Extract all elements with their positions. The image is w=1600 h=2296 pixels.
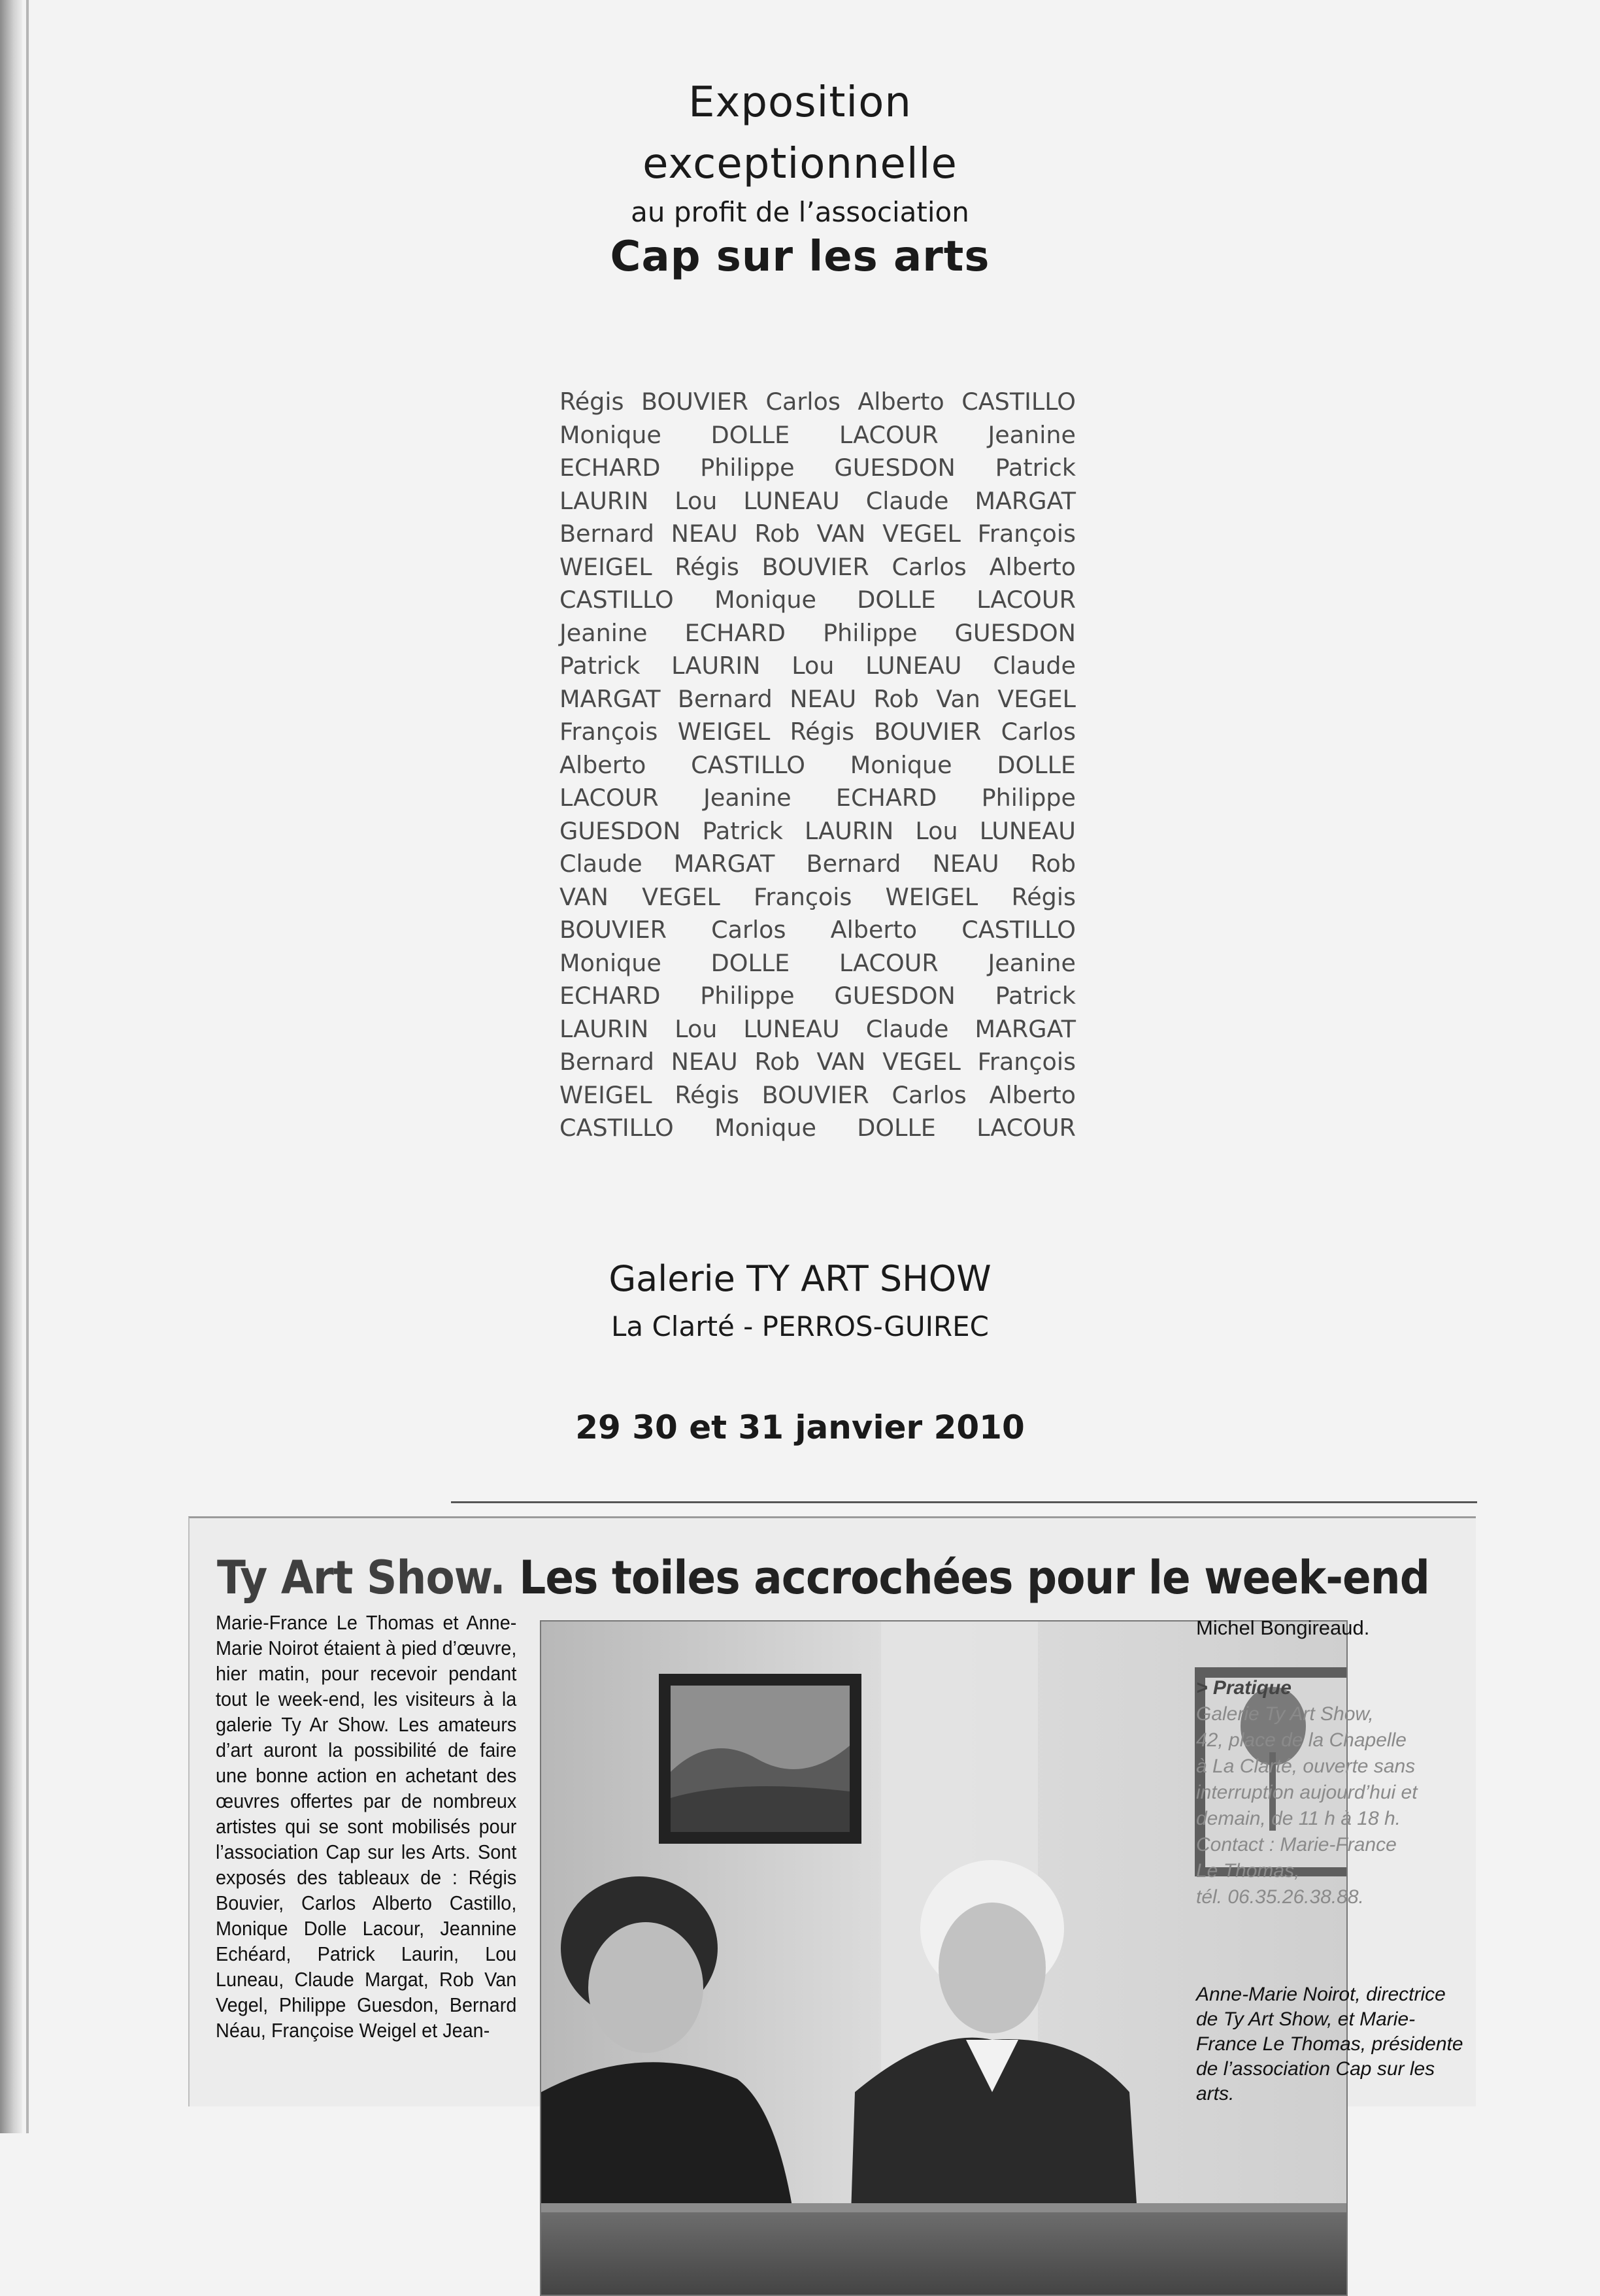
pratique-line: à La Clarté, ouverte sans xyxy=(1196,1755,1416,1777)
poster-title-line2: exceptionnelle xyxy=(642,140,958,188)
pratique-box xyxy=(1196,1675,1471,1910)
artist-names-line: WEIGEL Régis BOUVIER Carlos Alberto xyxy=(559,552,1076,581)
poster-dates: 29 30 et 31 janvier 2010 xyxy=(575,1408,1025,1446)
artist-names-line: Alberto CASTILLO Monique DOLLE xyxy=(559,750,1076,779)
artist-names-line: BOUVIER Carlos Alberto CASTILLO xyxy=(559,916,1076,944)
pratique-line: Le Thomas, xyxy=(1196,1860,1300,1882)
artist-names-line: François WEIGEL Régis BOUVIER Carlos xyxy=(559,718,1076,746)
poster-association-name: Cap sur les arts xyxy=(610,233,990,281)
artist-names-line: ECHARD Philippe GUESDON Patrick xyxy=(559,454,1076,482)
artist-names-line: GUESDON Patrick LAURIN Lou LUNEAU xyxy=(559,816,1076,845)
artist-names-line: Monique DOLLE LACOUR Jeanine xyxy=(559,948,1076,977)
poster-venue: Galerie TY ART SHOW xyxy=(608,1258,992,1299)
artist-names-block xyxy=(559,386,1076,1145)
divider-rule xyxy=(451,1501,1477,1503)
artist-names-line: Bernard NEAU Rob VAN VEGEL François xyxy=(559,520,1076,548)
poster-place: La Clarté - PERROS-GUIREC xyxy=(610,1310,989,1342)
artist-names-line: CASTILLO Monique DOLLE LACOUR xyxy=(559,586,1076,614)
page-binding-shadow xyxy=(0,0,22,2133)
artist-names-line: LAURIN Lou LUNEAU Claude MARGAT xyxy=(559,1014,1076,1043)
artist-names-line: WEIGEL Régis BOUVIER Carlos Alberto xyxy=(559,1080,1076,1109)
article-body: Marie-France Le Thomas et Anne-Marie Noirot étaient à pied d’œuvre, hier matin, pour recevoir pendant tout le week-end, les visiteurs à la galerie Ty Ar Show. Les amateurs d’art auront la possibilité de faire une bonne action en achetant des œuvres offertes par de nombreux artistes qui se sont mobilisés pour l’association Cap sur les Arts. Sont exposés des tableaux de : Régis Bouvier, Carlos Alberto Castillo, Monique Dolle Lacour, Jeannine Echéard, Patrick Laurin, Lou Luneau, Claude Margat, Rob Van Vegel, Philippe Guesdon, Bernard Néau, Françoise Weigel et Jean- xyxy=(216,1611,517,2042)
artist-names-line: Bernard NEAU Rob VAN VEGEL François xyxy=(559,1048,1076,1076)
pratique-line: 42, place de la Chapelle xyxy=(1196,1729,1407,1751)
photo-caption: Anne-Marie Noirot, directrice de Ty Art Show, et Marie-France Le Thomas, présidente de l’association Cap sur les arts. xyxy=(1196,1984,1463,2105)
pratique-line: tél. 06.35.26.38.88. xyxy=(1196,1886,1364,1908)
artist-names-line: Monique DOLLE LACOUR Jeanine xyxy=(559,420,1076,449)
artist-names-line: Patrick LAURIN Lou LUNEAU Claude xyxy=(559,652,1076,680)
pratique-title: > Pratique xyxy=(1196,1677,1292,1699)
artist-names-line: ECHARD Philippe GUESDON Patrick xyxy=(559,982,1076,1010)
pratique-line: Contact : Marie-France xyxy=(1196,1834,1397,1855)
artist-names-line: LAURIN Lou LUNEAU Claude MARGAT xyxy=(559,486,1076,515)
artist-names-line: Claude MARGAT Bernard NEAU Rob xyxy=(559,850,1076,878)
clipping-headline xyxy=(217,1551,1429,1605)
poster-subtitle: au profit de l’association xyxy=(631,196,969,228)
poster-title-line1: Exposition xyxy=(688,78,912,127)
pratique-line: Galerie Ty Art Show, xyxy=(1196,1703,1374,1725)
artist-names-line: Jeanine ECHARD Philippe GUESDON xyxy=(559,618,1076,647)
artist-names-line: CASTILLO Monique DOLLE LACOUR xyxy=(559,1114,1076,1142)
artist-names-line: VAN VEGEL François WEIGEL Régis xyxy=(559,882,1076,911)
artist-names-line: Régis BOUVIER Carlos Alberto CASTILLO xyxy=(559,388,1076,416)
page-binding-line xyxy=(26,0,29,2133)
pratique-lines xyxy=(1196,1701,1471,1910)
artist-names-line: MARGAT Bernard NEAU Rob Van VEGEL xyxy=(559,684,1076,713)
headline-lead: Ty Art Show. xyxy=(217,1551,505,1605)
photo-credit: Michel Bongireaud. xyxy=(1196,1616,1370,1639)
newspaper-clipping xyxy=(188,1516,1476,2106)
pratique-line: interruption aujourd’hui et xyxy=(1196,1782,1418,1803)
pratique-line: demain, de 11 h à 18 h. xyxy=(1196,1808,1401,1829)
artist-names-line: LACOUR Jeanine ECHARD Philippe xyxy=(559,784,1076,812)
headline-rest: Les toiles accrochées pour le week-end xyxy=(519,1551,1429,1605)
